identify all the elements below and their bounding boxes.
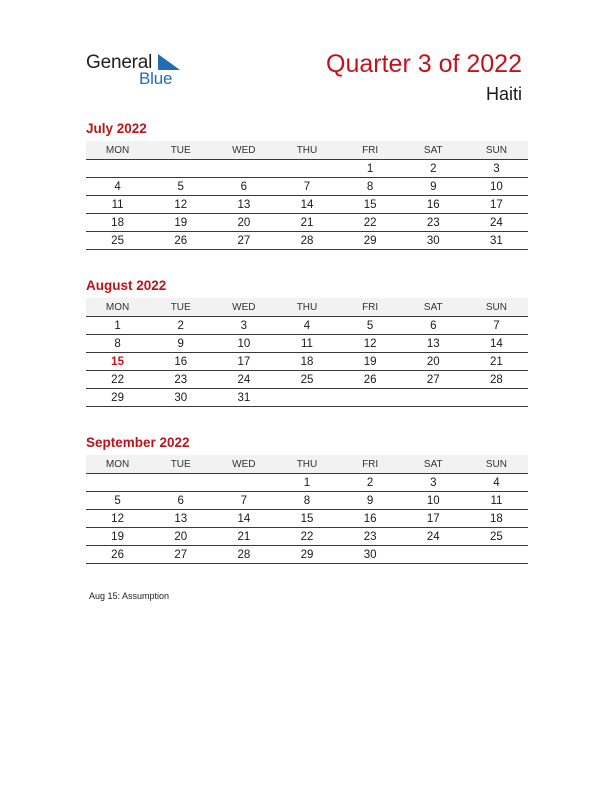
weekday-header: WED	[212, 141, 275, 160]
day-cell: 18	[86, 214, 149, 232]
day-cell: 17	[465, 196, 528, 214]
month-table	[86, 298, 528, 407]
day-cell	[402, 389, 465, 407]
day-cell: 25	[275, 371, 338, 389]
weekday-header-row	[86, 141, 528, 160]
month-calendar	[86, 435, 528, 564]
day-cell: 21	[275, 214, 338, 232]
day-cell: 6	[402, 317, 465, 335]
week-row	[86, 196, 528, 214]
day-cell: 26	[149, 232, 212, 250]
day-cell: 12	[339, 335, 402, 353]
week-row	[86, 371, 528, 389]
day-cell: 3	[212, 317, 275, 335]
day-cell: 2	[149, 317, 212, 335]
day-cell	[149, 160, 212, 178]
day-cell: 11	[86, 196, 149, 214]
week-row	[86, 335, 528, 353]
day-cell: 5	[86, 492, 149, 510]
logo-flag-icon	[158, 54, 180, 70]
weekday-header: SAT	[402, 141, 465, 160]
weekday-header: TUE	[149, 455, 212, 474]
month-calendar	[86, 278, 528, 407]
day-cell: 14	[465, 335, 528, 353]
day-cell: 30	[402, 232, 465, 250]
day-cell: 11	[275, 335, 338, 353]
day-cell: 19	[86, 528, 149, 546]
weekday-header: TUE	[149, 298, 212, 317]
week-row	[86, 528, 528, 546]
weekday-header: SUN	[465, 141, 528, 160]
day-cell: 8	[339, 178, 402, 196]
day-cell: 9	[149, 335, 212, 353]
day-cell	[275, 389, 338, 407]
weekday-header: THU	[275, 298, 338, 317]
day-cell	[149, 474, 212, 492]
weekday-header: MON	[86, 141, 149, 160]
week-row	[86, 510, 528, 528]
day-cell: 26	[86, 546, 149, 564]
weekday-header: FRI	[339, 298, 402, 317]
day-cell: 19	[149, 214, 212, 232]
day-cell: 16	[402, 196, 465, 214]
day-cell: 7	[465, 317, 528, 335]
week-row	[86, 353, 528, 371]
day-cell: 18	[275, 353, 338, 371]
day-cell: 20	[149, 528, 212, 546]
weekday-header: SUN	[465, 455, 528, 474]
weekday-header: THU	[275, 455, 338, 474]
day-cell: 23	[402, 214, 465, 232]
day-cell: 24	[402, 528, 465, 546]
day-cell	[339, 389, 402, 407]
day-cell: 14	[212, 510, 275, 528]
day-cell: 15	[339, 196, 402, 214]
day-cell: 10	[402, 492, 465, 510]
day-cell: 3	[402, 474, 465, 492]
day-cell	[275, 160, 338, 178]
day-cell: 1	[275, 474, 338, 492]
day-cell: 8	[86, 335, 149, 353]
day-cell: 18	[465, 510, 528, 528]
week-row	[86, 232, 528, 250]
day-cell: 1	[86, 317, 149, 335]
day-cell: 9	[402, 178, 465, 196]
day-cell: 11	[465, 492, 528, 510]
day-cell: 12	[149, 196, 212, 214]
day-cell: 22	[275, 528, 338, 546]
day-cell: 13	[149, 510, 212, 528]
weekday-header: WED	[212, 455, 275, 474]
weekday-header-row	[86, 455, 528, 474]
general-blue-logo	[86, 52, 196, 92]
day-cell: 15	[275, 510, 338, 528]
week-row	[86, 160, 528, 178]
weekday-header: MON	[86, 298, 149, 317]
week-row	[86, 474, 528, 492]
day-cell: 6	[149, 492, 212, 510]
weekday-header: MON	[86, 455, 149, 474]
day-cell: 16	[149, 353, 212, 371]
day-cell: 5	[149, 178, 212, 196]
weekday-header: SAT	[402, 455, 465, 474]
weekday-header: FRI	[339, 141, 402, 160]
day-cell	[212, 160, 275, 178]
day-cell: 8	[275, 492, 338, 510]
day-cell: 30	[149, 389, 212, 407]
holiday-day-cell: 15	[86, 353, 149, 371]
day-cell: 31	[465, 232, 528, 250]
day-cell: 7	[212, 492, 275, 510]
day-cell: 13	[212, 196, 275, 214]
day-cell	[212, 474, 275, 492]
day-cell: 23	[149, 371, 212, 389]
day-cell: 22	[86, 371, 149, 389]
day-cell: 3	[465, 160, 528, 178]
holiday-note: Aug 15: Assumption	[89, 591, 170, 601]
day-cell: 10	[465, 178, 528, 196]
day-cell: 2	[339, 474, 402, 492]
day-cell: 16	[339, 510, 402, 528]
day-cell: 21	[212, 528, 275, 546]
weekday-header: WED	[212, 298, 275, 317]
day-cell: 24	[465, 214, 528, 232]
day-cell: 1	[339, 160, 402, 178]
day-cell: 23	[339, 528, 402, 546]
day-cell: 22	[339, 214, 402, 232]
day-cell: 4	[465, 474, 528, 492]
week-row	[86, 389, 528, 407]
month-table	[86, 141, 528, 250]
day-cell: 28	[212, 546, 275, 564]
day-cell	[86, 474, 149, 492]
day-cell: 2	[402, 160, 465, 178]
day-cell: 4	[86, 178, 149, 196]
day-cell: 17	[402, 510, 465, 528]
day-cell: 17	[212, 353, 275, 371]
holiday-notes	[89, 591, 169, 601]
day-cell	[402, 546, 465, 564]
logo-text-general: General	[86, 52, 153, 73]
weekday-header: FRI	[339, 455, 402, 474]
day-cell: 6	[212, 178, 275, 196]
day-cell: 4	[275, 317, 338, 335]
day-cell: 13	[402, 335, 465, 353]
weekday-header: THU	[275, 141, 338, 160]
day-cell: 30	[339, 546, 402, 564]
day-cell: 25	[86, 232, 149, 250]
day-cell: 19	[339, 353, 402, 371]
month-calendar	[86, 121, 528, 250]
month-table	[86, 455, 528, 564]
day-cell: 29	[86, 389, 149, 407]
day-cell: 14	[275, 196, 338, 214]
month-name: July 2022	[86, 121, 147, 136]
day-cell: 7	[275, 178, 338, 196]
day-cell: 24	[212, 371, 275, 389]
weekday-header: SUN	[465, 298, 528, 317]
day-cell: 25	[465, 528, 528, 546]
day-cell: 28	[465, 371, 528, 389]
day-cell: 12	[86, 510, 149, 528]
month-name: August 2022	[86, 278, 167, 293]
day-cell: 27	[402, 371, 465, 389]
weekday-header-row	[86, 298, 528, 317]
week-row	[86, 178, 528, 196]
weekday-header: TUE	[149, 141, 212, 160]
day-cell: 5	[339, 317, 402, 335]
day-cell: 21	[465, 353, 528, 371]
day-cell	[465, 546, 528, 564]
week-row	[86, 546, 528, 564]
week-row	[86, 214, 528, 232]
page-title: Quarter 3 of 2022	[326, 50, 522, 78]
week-row	[86, 317, 528, 335]
month-name: September 2022	[86, 435, 190, 450]
day-cell: 27	[149, 546, 212, 564]
day-cell	[465, 389, 528, 407]
day-cell: 20	[402, 353, 465, 371]
day-cell: 29	[275, 546, 338, 564]
day-cell: 27	[212, 232, 275, 250]
day-cell: 10	[212, 335, 275, 353]
logo-text-blue: Blue	[139, 69, 173, 88]
week-row	[86, 492, 528, 510]
day-cell: 28	[275, 232, 338, 250]
day-cell	[86, 160, 149, 178]
country-name: Haiti	[485, 84, 522, 104]
day-cell: 29	[339, 232, 402, 250]
day-cell: 31	[212, 389, 275, 407]
day-cell: 20	[212, 214, 275, 232]
day-cell: 26	[339, 371, 402, 389]
weekday-header: SAT	[402, 298, 465, 317]
day-cell: 9	[339, 492, 402, 510]
